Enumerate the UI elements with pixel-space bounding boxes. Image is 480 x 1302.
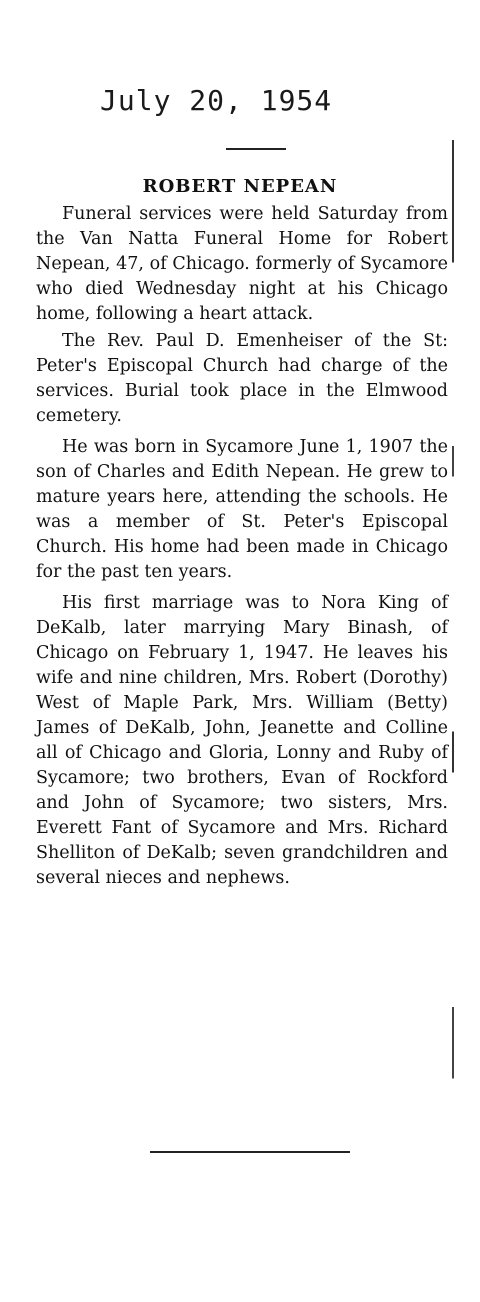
paragraph-biography: He was born in Sycamore June 1, 1907 the son of Charles and Edith Nepean. He grew to mature years here, attending the schools. He was a member of St. Peter's Episcopal Church. His home had been made in Chicago for the past ten years.: [36, 437, 448, 582]
paragraph-services: The Rev. Paul D. Emenheiser of the St: Peter's Episcopal Church had charge of the services. Burial took place in the Elmwood cemetery.: [36, 331, 448, 426]
bottom-divider-rule: [150, 1151, 350, 1153]
column-edge-line: [452, 140, 454, 1160]
top-divider-rule: [226, 148, 286, 150]
obituary-headline: ROBERT NEPEAN: [142, 176, 338, 197]
clipping-date: July 20, 1954: [100, 84, 333, 117]
paragraph-survivors: His first marriage was to Nora King of DeKalb, later marrying Mary Binash, of Chicago on February 1, 1947. He leaves his wife and nine children, Mrs. Robert (Dorothy) West of Maple Park, Mrs. William (Betty) James of DeKalb, John, Jeanette and Colline all of Chicago and Gloria, Lonny and Ruby of Sycamore; two brothers, Evan of Rockford and John of Sycamore; two sisters, Mrs. Everett Fant of Sycamore and Mrs. Richard Shelliton of DeKalb; seven grandchildren and several nieces and nephews.: [36, 593, 448, 888]
obituary-body: [36, 202, 448, 893]
paragraph-funeral: Funeral services were held Saturday from the Van Natta Funeral Home for Robert Nepean, 47, of Chicago. formerly of Sycamore who died Wednesday night at his Chicago home, following a heart attack.: [36, 204, 448, 324]
